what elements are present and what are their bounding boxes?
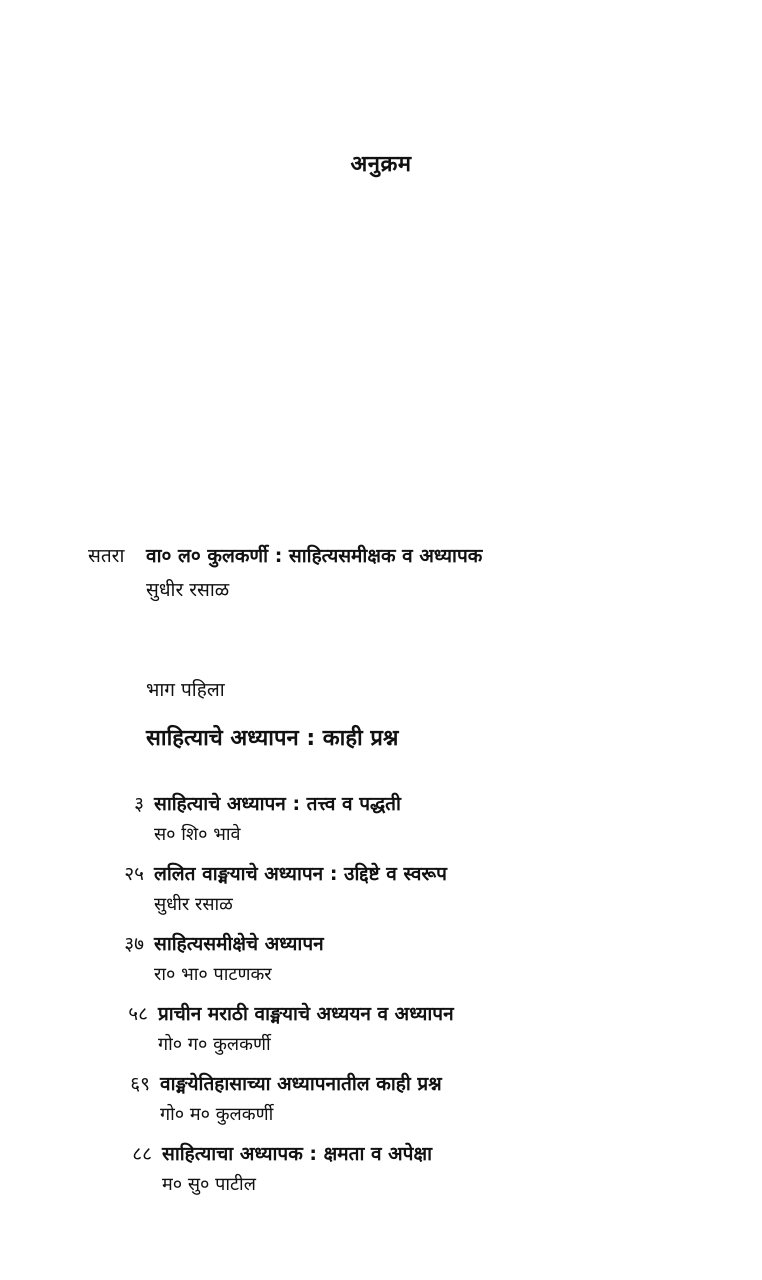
table-of-contents xyxy=(90,790,710,1210)
intro-entry xyxy=(88,542,728,602)
toc-author: गो० ग० कुलकर्णी xyxy=(158,1034,271,1055)
toc-entry xyxy=(90,860,710,930)
toc-page-number: ५८ xyxy=(128,1003,148,1025)
part-title: साहित्याचे अध्यापन : काही प्रश्न xyxy=(146,726,399,751)
part-label: भाग पहिला xyxy=(146,679,225,701)
toc-title: साहित्याचा अध्यापक : क्षमता व अपेक्षा xyxy=(162,1143,433,1165)
toc-title: वाङ्मयेतिहासाच्या अध्यापनातील काही प्रश्न xyxy=(160,1073,442,1095)
toc-entry-body xyxy=(154,790,710,846)
toc-page-number: ३ xyxy=(134,793,144,815)
toc-author: रा० भा० पाटणकर xyxy=(154,964,272,985)
intro-title: वा० ल० कुलकर्णी : साहित्यसमीक्षक व अध्यापक xyxy=(146,545,483,567)
toc-page-number: ३७ xyxy=(124,933,144,955)
intro-author: सुधीर रसाळ xyxy=(146,579,230,601)
toc-title: साहित्यसमीक्षेचे अध्यापन xyxy=(154,933,324,955)
toc-entry-body xyxy=(160,1070,710,1126)
toc-page-number: ६९ xyxy=(130,1073,150,1095)
toc-title: प्राचीन मराठी वाङ्मयाचे अध्ययन व अध्यापन xyxy=(158,1003,454,1025)
toc-entry-body xyxy=(154,860,710,916)
toc-entry xyxy=(90,790,710,860)
toc-author: स० शि० भावे xyxy=(154,824,241,845)
toc-title: साहित्याचे अध्यापन : तत्त्व व पद्धती xyxy=(154,793,401,815)
part-section xyxy=(146,676,706,752)
intro-page-label: सतरा xyxy=(88,545,125,567)
toc-author: म० सु० पाटील xyxy=(162,1174,256,1195)
toc-entry-body xyxy=(162,1140,710,1196)
intro-line xyxy=(88,542,728,568)
toc-author: गो० म० कुलकर्णी xyxy=(160,1104,274,1125)
toc-page-number: २५ xyxy=(124,863,144,885)
toc-title: ललित वाङ्मयाचे अध्यापन : उद्दिष्टे व स्वरूप xyxy=(154,863,447,885)
toc-entry-body xyxy=(154,930,710,986)
toc-entry xyxy=(96,1070,710,1140)
toc-page-number: ८८ xyxy=(132,1143,152,1165)
toc-entry xyxy=(90,930,710,1000)
toc-entry-body xyxy=(158,1000,710,1056)
toc-entry xyxy=(94,1000,710,1070)
page-heading: अनुक्रम xyxy=(350,152,412,177)
toc-entry xyxy=(98,1140,710,1210)
toc-author: सुधीर रसाळ xyxy=(154,894,233,915)
